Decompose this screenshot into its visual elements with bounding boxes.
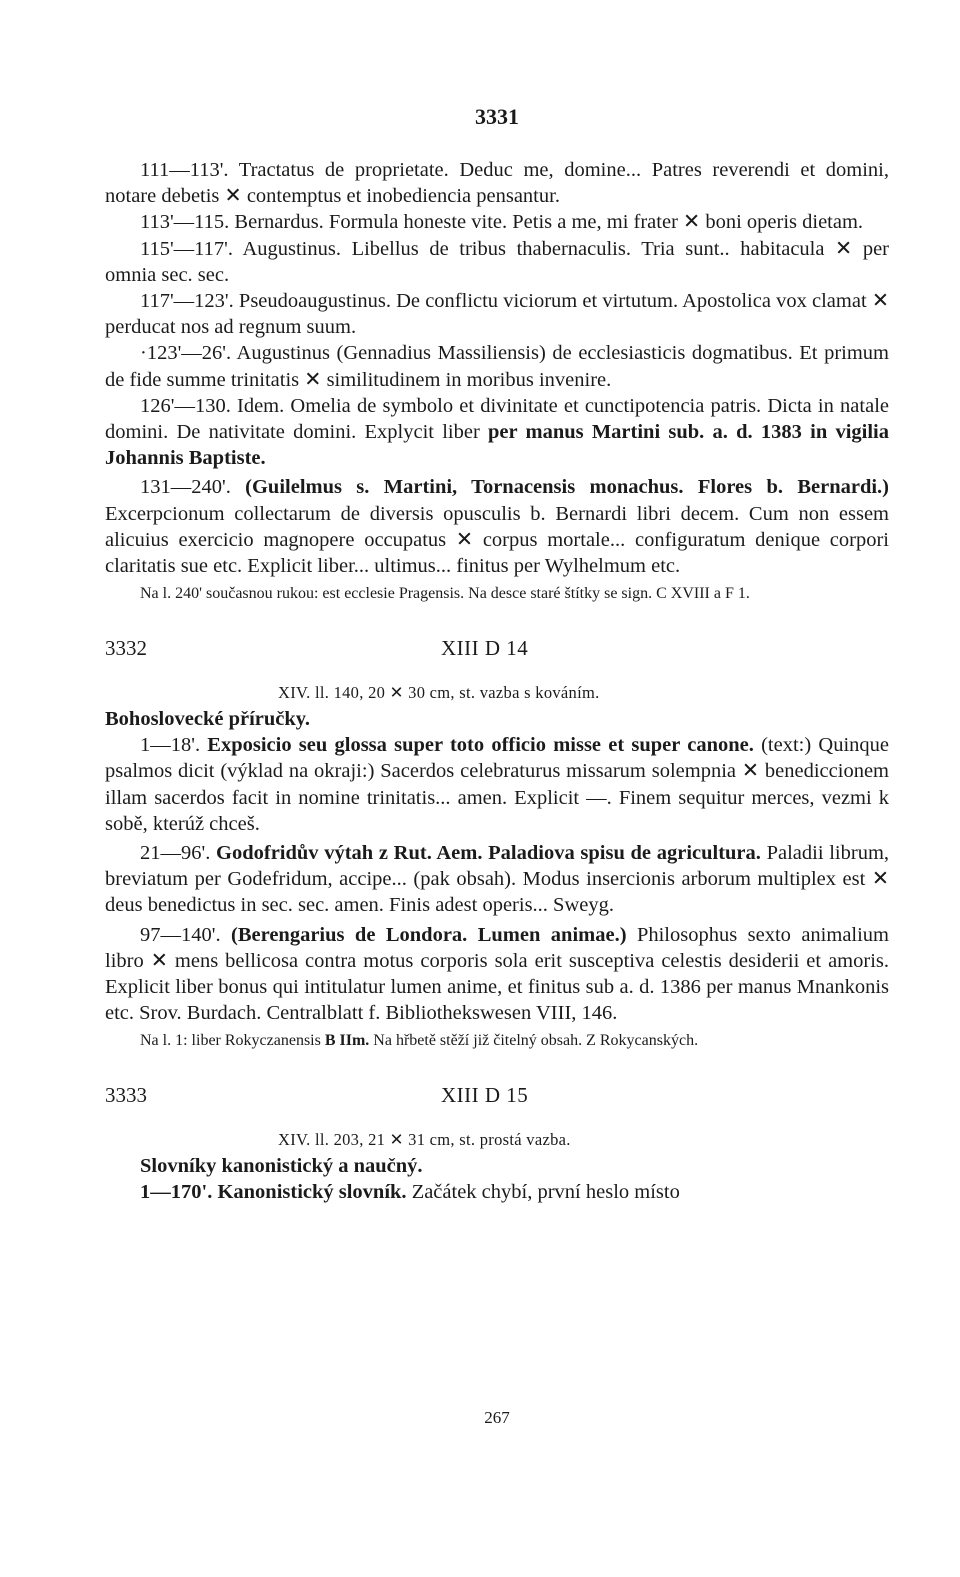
item-paragraph: 115'—117'. Augustinus. Libellus de tribus thabernaculis. Tria sunt.. habitacula ✕ per omnia sec. sec. — [105, 237, 889, 286]
item-folio: 131—240'. — [140, 476, 246, 499]
item-author: (Guilelmus s. Martini, Tornacensis monachus. Flores b. Bernardi.) — [245, 476, 889, 499]
item-text: Paladii librum, breviatum per Godefridum, accipe... (pak obsah). Modus insercionis arborum multiplex est ✕ deus benedictus in sec. sec. amen. Finis adest operis... Sweyg. — [105, 842, 890, 917]
entry-3331 — [105, 157, 889, 606]
entry-title: Bohoslovecké příručky. — [105, 708, 311, 731]
item-folio: 97—140'. — [140, 923, 231, 946]
item-paragraph: 113'—115. Bernardus. Formula honeste vite. Petis a me, mi frater ✕ boni operis dietam. — [140, 211, 864, 234]
item-paragraph — [105, 1179, 889, 1205]
entry-meta: XIV. ll. 203, 21 ✕ 31 cm, st. prostá vazba. — [278, 1130, 571, 1150]
entry-header — [105, 636, 889, 666]
item-title: 1—170'. Kanonistický slovník. — [140, 1181, 407, 1204]
entry-signature: XIII D 14 — [441, 636, 529, 661]
item-paragraph — [105, 840, 889, 919]
entry-3332 — [105, 636, 889, 1053]
item-paragraph — [105, 732, 889, 837]
item-text: Excerpcionum collectarum de diversis opusculis b. Bernardi libri decem. Cum non essem alicuius exercicio magnopere occupatus ✕ corpus mortale... configuratum denique corpori claritatis sue etc. Explicit liber... ultimus... finitus per Wylhelmum etc. — [105, 502, 889, 578]
entries-block — [105, 157, 889, 1206]
entry-title: Slovníky kanonistický a naučný. — [140, 1155, 423, 1178]
item-paragraph: 117'—123'. Pseudoaugustinus. De conflictu viciorum et virtutum. Apostolica vox clamat ✕ perducat nos ad regnum suum. — [105, 290, 889, 339]
entry-meta: XIV. ll. 140, 20 ✕ 30 cm, st. vazba s kováním. — [278, 683, 600, 703]
item-colophon: per manus Martini sub. a. d. 1383 in vigilia Johannis Baptiste. — [105, 421, 889, 470]
page-folio: 267 — [484, 1408, 510, 1427]
item-paragraph: 111—113'. Tractatus de proprietate. Deduc me, domine... Patres reverendi et domini, notare debetis ✕ contemptus et inobediencia pensantur. — [105, 159, 889, 208]
entry-header — [105, 1083, 889, 1113]
note-signature: B IIm. — [324, 1032, 370, 1050]
entry-note: Na l. 240' současnou rukou: est ecclesie Pragensis. Na desce staré štítky se sign. C XVIII a F 1. — [140, 585, 750, 603]
item-paragraph — [105, 393, 889, 472]
note-text: Na hřbetě stěží již čitelný obsah. Z Rokycanských. — [369, 1032, 699, 1050]
item-text: (text:) Quinque psalmos dicit (výklad na okraji:) Sacerdos celebraturus missarum solempnia ✕ benediccionem illam sacerdos facit in nomine trinitatis... amen. Explicit —. Finem sequitur merces, vezmi k sobě, kterúž chceš. — [105, 734, 889, 835]
item-text: Začátek chybí, první heslo místo — [406, 1181, 680, 1204]
item-title: (Berengarius de Londora. Lumen animae.) — [231, 923, 627, 946]
item-paragraph: ·123'—26'. Augustinus (Gennadius Massiliensis) de ecclesiasticis dogmatibus. Et primum de fide summe trinitatis ✕ similitudinem in moribus invenire. — [105, 342, 889, 391]
note-text: Na l. 1: liber Rokyczanensis — [140, 1032, 325, 1050]
item-folio: 1—18'. — [140, 734, 208, 757]
item-text: Philosophus sexto animalium libro ✕ mens bellicosa contra motus corporis sola erit susceptiva celestis desiderii et amoris. Explicit liber bonus qui intitulatur lumen anime, et finitus sub a. d. 1386 per manus Mnankonis etc. Srov. Burdach. Centralblatt f. Bibliothekswesen VIII, 146. — [105, 923, 889, 1025]
page-entry-number: 3331 — [475, 104, 519, 129]
item-text: 126'—130. Idem. Omelia de symbolo et divinitate et cunctipotencia patris. Dicta in natale domini. De nativitate domini. Explycit liber — [105, 394, 889, 444]
entry-note — [105, 1028, 889, 1053]
item-paragraph — [105, 474, 889, 579]
item-title: Exposicio seu glossa super toto officio misse et super canone. — [207, 734, 754, 757]
entry-signature: XIII D 15 — [441, 1083, 529, 1108]
item-folio: 21—96'. — [140, 842, 217, 865]
entry-3333 — [105, 1083, 889, 1205]
entry-number: 3332 — [105, 636, 147, 661]
item-title: Godofridův výtah z Rut. Aem. Paladiova spisu de agricultura. — [216, 842, 761, 865]
item-paragraph — [105, 922, 889, 1027]
entry-number: 3333 — [105, 1083, 147, 1108]
